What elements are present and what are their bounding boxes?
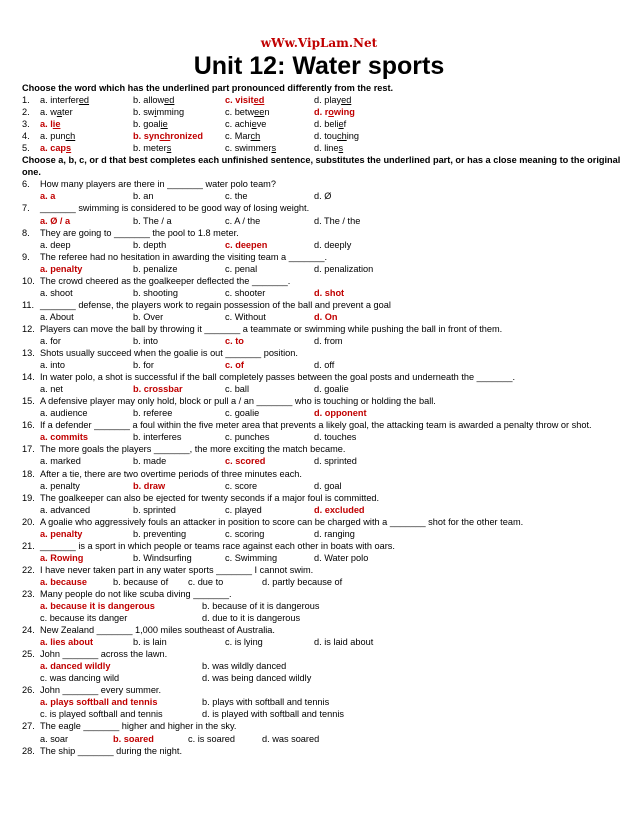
question [22, 275, 622, 299]
question-text: Many people do not like scuba diving _______. [40, 588, 232, 599]
option-b[interactable]: b. an [133, 191, 154, 202]
options-row [22, 696, 622, 708]
options-row [22, 733, 622, 745]
option-a[interactable] [40, 142, 71, 154]
options-row [22, 455, 622, 467]
option-d[interactable]: d. off [314, 360, 335, 371]
option-c[interactable]: c. shooter [225, 287, 266, 298]
option-text: d. play [314, 95, 342, 106]
underlined-part: s [66, 143, 72, 154]
option-b[interactable]: b. Over [133, 311, 164, 322]
question-stem [22, 648, 622, 660]
underlined-part: ed [341, 95, 352, 106]
question [22, 516, 622, 540]
option-b[interactable]: b. for [133, 360, 154, 371]
question-number: 17. [22, 444, 35, 455]
option-b[interactable]: b. draw [133, 480, 166, 491]
option-c[interactable]: c. scored [225, 456, 266, 467]
option-c[interactable]: c. is lying [225, 637, 263, 648]
option-a[interactable]: a. a [40, 191, 56, 202]
question [22, 624, 622, 648]
option-b[interactable]: b. plays with softball and tennis [202, 697, 330, 708]
question-stem [22, 178, 622, 190]
question [22, 720, 622, 744]
option-b[interactable]: b. crossbar [133, 384, 183, 395]
question-number: 5. [22, 143, 30, 154]
option-d[interactable]: d. Water polo [314, 552, 369, 563]
option-text: a. pun [40, 131, 66, 142]
question [22, 443, 622, 467]
option-text: n [264, 107, 270, 118]
underlined-part: ie [52, 119, 61, 130]
question-number: 1. [22, 95, 30, 106]
options-row [22, 576, 622, 588]
option-text: wing [333, 107, 355, 118]
underlined-part: ie [160, 119, 168, 130]
option-a[interactable]: a. into [40, 360, 66, 371]
option-b[interactable]: b. was wildly danced [202, 661, 287, 672]
question-stem [22, 540, 622, 552]
option-b[interactable] [133, 106, 184, 118]
question-number: 18. [22, 468, 35, 479]
option-d[interactable]: d. On [314, 311, 338, 322]
question-number: 19. [22, 492, 35, 503]
option-text: ter [61, 107, 73, 118]
option-c[interactable]: c. scoring [225, 528, 265, 539]
option-a[interactable]: a. advanced [40, 504, 91, 515]
options-row [22, 504, 622, 516]
question [22, 684, 622, 720]
option-b[interactable]: b. preventing [133, 528, 187, 539]
option-a[interactable]: a. lies about [40, 637, 94, 648]
underlined-part: ch [159, 131, 171, 142]
option-d[interactable]: d. Ø [314, 191, 332, 202]
question [22, 323, 622, 347]
question-stem [22, 588, 622, 600]
question-text: The crowd cheered as the goalkeeper deflected the _______. [40, 275, 291, 286]
question-text: A goalie who aggressively fouls an attacker in position to score can be charged with a _______ shot for the other team. [40, 516, 524, 527]
option-d[interactable]: d. sprinted [314, 456, 357, 467]
question [22, 648, 622, 684]
option-c[interactable]: c. played [225, 504, 262, 515]
option-b[interactable] [133, 142, 171, 154]
option-text: d. beli [314, 119, 339, 130]
option-c[interactable]: c. Without [225, 311, 266, 322]
option-a[interactable]: a. marked [40, 456, 81, 467]
question [22, 492, 622, 516]
option-text: c. swimmer [225, 143, 272, 154]
option-d[interactable]: d. ranging [314, 528, 355, 539]
option-c[interactable]: c. because its danger [40, 613, 128, 624]
underlined-part: e [251, 119, 257, 130]
options-row [22, 190, 622, 202]
option-d[interactable]: d. is played with softball and tennis [202, 709, 344, 720]
option-b[interactable]: b. shooting [133, 287, 178, 298]
option-a[interactable]: a. net [40, 384, 63, 395]
question [22, 251, 622, 275]
question-number: 3. [22, 119, 30, 130]
option-a[interactable]: a. penalty [40, 263, 83, 274]
option-text: ronized [170, 131, 203, 142]
question-text: How many players are there in _______ water polo team? [40, 179, 276, 190]
option-text: c. betw [225, 107, 255, 118]
option-c[interactable] [225, 118, 266, 130]
option-b[interactable]: b. The / a [133, 215, 172, 226]
options-row [22, 239, 622, 251]
question-stem [22, 227, 622, 239]
question-stem [22, 275, 622, 287]
option-d[interactable] [314, 130, 359, 142]
question-number: 24. [22, 625, 35, 636]
option-text: b. allow [133, 95, 165, 106]
option-d[interactable]: d. due to it is dangerous [202, 613, 301, 624]
underlined-part: ch [337, 131, 347, 142]
options-row [22, 407, 622, 419]
option-a[interactable]: a. About [40, 311, 74, 322]
pron-row [22, 130, 622, 142]
option-b[interactable]: b. because of [113, 576, 169, 587]
option-c[interactable]: c. of [225, 360, 244, 371]
question-number: 11. [22, 299, 35, 310]
question-number: 15. [22, 396, 35, 407]
option-text: d. r [314, 107, 329, 118]
option-a[interactable]: a. Ø / a [40, 215, 71, 226]
option-text: f [343, 119, 347, 130]
pron-row [22, 106, 622, 118]
question-number: 7. [22, 203, 30, 214]
option-a[interactable]: a. audience [40, 408, 88, 419]
option-b[interactable]: b. because of it is dangerous [202, 601, 320, 612]
question-stem [22, 371, 622, 383]
option-b[interactable] [133, 94, 174, 106]
option-c[interactable]: c. goalie [225, 408, 260, 419]
underlined-part: ed [78, 95, 90, 106]
underlined-part: ed [164, 95, 175, 106]
question-number: 16. [22, 420, 35, 431]
option-d[interactable]: d. opponent [314, 408, 367, 419]
underlined-part: s [338, 143, 344, 154]
option-d[interactable]: d. excluded [314, 504, 365, 515]
option-text: a. w [40, 107, 57, 118]
question-number: 28. [22, 745, 35, 756]
site-header: wWw.VipLam.Net [260, 36, 378, 50]
question-stem [22, 323, 622, 335]
question-stem [22, 720, 622, 732]
question-stem [22, 443, 622, 455]
question-number: 13. [22, 348, 35, 359]
underlined-part: e [338, 119, 344, 130]
question-number: 14. [22, 372, 35, 383]
option-b[interactable] [133, 118, 168, 130]
option-b[interactable]: b. depth [133, 239, 167, 250]
question-number: 9. [22, 251, 30, 262]
option-d[interactable] [314, 118, 346, 130]
underlined-part: ch [65, 131, 76, 142]
completion-section [22, 178, 622, 756]
option-a[interactable]: a. danced wildly [40, 661, 111, 672]
question-text: In water polo, a shot is successful if the ball completely passes between the goal posts and underneath the _______. [40, 372, 515, 383]
option-b[interactable]: b. referee [133, 408, 173, 419]
option-a[interactable]: a. because [40, 576, 87, 587]
question-text: The ship _______ during the night. [40, 745, 183, 756]
question-stem [22, 468, 622, 480]
options-row [22, 287, 622, 299]
option-text: a. interfer [40, 95, 79, 106]
question [22, 745, 622, 757]
option-d[interactable]: d. is laid about [314, 637, 374, 648]
question-number: 8. [22, 227, 30, 238]
question-text: The eagle _______ higher and higher in the sky. [40, 721, 237, 732]
option-c[interactable]: c. Swimming [225, 552, 278, 563]
underlined-part: ed [253, 95, 265, 106]
question-text: John _______ across the lawn. [40, 649, 168, 660]
option-a[interactable] [40, 106, 73, 118]
instruction-pronunciation: Choose the word which has the underlined part pronounced differently from the rest. [22, 83, 394, 93]
option-c[interactable]: c. is played softball and tennis [40, 709, 163, 720]
option-b[interactable]: b. penalize [133, 263, 178, 274]
options-row [22, 600, 622, 612]
option-d[interactable]: d. partly because of [262, 576, 343, 587]
options-row [22, 383, 622, 395]
question-number: 12. [22, 323, 35, 334]
question [22, 178, 622, 202]
question [22, 564, 622, 588]
option-text: d. line [314, 143, 339, 154]
option-d[interactable]: d. was soared [262, 733, 320, 744]
option-d[interactable]: d. shot [314, 287, 345, 298]
option-d[interactable]: d. deeply [314, 239, 352, 250]
question-text: They are going to _______ the pool to 1.8 meter. [40, 227, 239, 238]
option-c[interactable]: c. A / the [225, 215, 261, 226]
options-row [22, 636, 622, 648]
option-d[interactable]: d. touches [314, 432, 357, 443]
question-text: _______ defense, the players work to regain possession of the ball and prevent a goal [40, 299, 391, 310]
question-text: Shots usually succeed when the goalie is out _______ position. [40, 348, 298, 359]
option-c[interactable]: c. ball [225, 384, 250, 395]
pron-row [22, 142, 622, 154]
option-a[interactable]: a. commits [40, 432, 88, 443]
options-row [22, 708, 622, 720]
options-row [22, 552, 622, 564]
option-text: a. cap [40, 143, 67, 154]
options-row [22, 215, 622, 227]
pron-row [22, 118, 622, 130]
question [22, 371, 622, 395]
page-title: Unit 12: Water sports [193, 52, 445, 80]
option-text: a. l [40, 119, 53, 130]
question-text: The goalkeeper can also be ejected for twenty seconds if a major foul is committed. [40, 492, 380, 503]
question-text: A defensive player may only hold, block or pull a / an _______ who is touching or holding the ball. [40, 396, 436, 407]
option-text: ing [346, 131, 359, 142]
question [22, 347, 622, 371]
option-a[interactable]: a. Rowing [40, 552, 84, 563]
pronunciation-section [22, 94, 622, 154]
question-number: 25. [22, 649, 35, 660]
option-c[interactable] [225, 142, 276, 154]
option-text: b. meter [133, 143, 167, 154]
option-text: b. sw [133, 107, 155, 118]
question [22, 202, 622, 226]
option-a[interactable]: a. deep [40, 239, 71, 250]
question-stem [22, 492, 622, 504]
question-stem [22, 347, 622, 359]
option-a[interactable]: a. penalty [40, 528, 83, 539]
question-text: If a defender _______ a foul within the five meter area that prevents a likely goal, the attacking team is awarded a penalty throw or shot. [40, 420, 592, 431]
underlined-part: i [154, 107, 157, 118]
question-text: The referee had no hesitation in awarding the visiting team a _______. [40, 251, 328, 262]
option-b[interactable]: b. sprinted [133, 504, 176, 515]
question-text: _______ swimming is considered to be good way of losing weight. [40, 203, 310, 214]
option-text: c. Mar [225, 131, 251, 142]
question-stem [22, 745, 622, 757]
question-text: _______ is a sport in which people or teams race against each other in boats with oars. [40, 540, 395, 551]
question [22, 588, 622, 624]
option-d[interactable] [314, 106, 355, 118]
question-number: 22. [22, 564, 35, 575]
question-text: I have never taken part in any water sports _______ I cannot swim. [40, 564, 314, 575]
option-c[interactable]: c. deepen [225, 239, 268, 250]
option-c[interactable]: c. the [225, 191, 248, 202]
question [22, 540, 622, 564]
option-c[interactable]: c. is soared [188, 733, 235, 744]
question-text: The more goals the players _______, the more exciting the match became. [40, 444, 346, 455]
option-b[interactable]: b. Windsurfing [133, 552, 192, 563]
option-c[interactable]: c. to [225, 335, 244, 346]
pron-row [22, 94, 622, 106]
option-c[interactable]: c. score [225, 480, 258, 491]
question [22, 395, 622, 419]
option-text: ve [256, 119, 267, 130]
options-row [22, 672, 622, 684]
option-c[interactable]: c. due to [188, 576, 224, 587]
underlined-part: a [56, 107, 62, 118]
option-d[interactable]: d. goalie [314, 384, 349, 395]
options-row [22, 528, 622, 540]
question-stem [22, 564, 622, 576]
options-row [22, 480, 622, 492]
option-text: c. achi [225, 119, 252, 130]
question-stem [22, 684, 622, 696]
question-number: 21. [22, 540, 35, 551]
option-a[interactable] [40, 118, 60, 130]
question-number: 2. [22, 107, 30, 118]
option-b[interactable]: b. into [133, 335, 159, 346]
options-row [22, 431, 622, 443]
question-text: Players can move the ball by throwing it _______ a teammate or swimming while pushing the ball in front of them. [40, 323, 503, 334]
question-number: 4. [22, 131, 30, 142]
option-text: b. goal [133, 119, 161, 130]
underlined-part: ee [254, 107, 265, 118]
question-stem [22, 395, 622, 407]
option-text: d. tou [314, 131, 337, 142]
options-row [22, 335, 622, 347]
option-text: b. syn [133, 131, 160, 142]
option-c[interactable]: c. punches [225, 432, 270, 443]
underlined-part: s [271, 143, 277, 154]
question-number: 10. [22, 275, 35, 286]
question-stem [22, 251, 622, 263]
question [22, 419, 622, 443]
question [22, 468, 622, 492]
question-number: 27. [22, 721, 35, 732]
question [22, 299, 622, 323]
question-number: 20. [22, 516, 35, 527]
question-number: 26. [22, 685, 35, 696]
option-a[interactable] [40, 130, 75, 142]
option-d[interactable]: d. The / the [314, 215, 361, 226]
option-d[interactable]: d. penalization [314, 263, 374, 274]
option-c[interactable] [225, 130, 260, 142]
question-stem [22, 299, 622, 311]
option-a[interactable]: a. because it is dangerous [40, 601, 155, 612]
underlined-part: s [166, 143, 172, 154]
option-a[interactable] [40, 94, 89, 106]
option-d[interactable] [314, 94, 351, 106]
question-number: 6. [22, 179, 30, 190]
option-b[interactable]: b. interferes [133, 432, 182, 443]
question-stem [22, 516, 622, 528]
question-text: John _______ every summer. [40, 685, 162, 696]
question-number: 23. [22, 588, 35, 599]
option-text: mming [156, 107, 185, 118]
option-d[interactable] [314, 142, 343, 154]
option-b[interactable] [133, 130, 203, 142]
option-b[interactable]: b. soared [113, 733, 154, 744]
option-a[interactable]: a. for [40, 335, 61, 346]
option-c[interactable] [225, 94, 264, 106]
option-a[interactable]: a. shoot [40, 287, 73, 298]
option-text: c. visit [225, 95, 254, 106]
option-b[interactable]: b. is lain [133, 637, 167, 648]
options-row [22, 660, 622, 672]
option-c[interactable]: c. was dancing wild [40, 673, 120, 684]
question [22, 227, 622, 251]
question-text: New Zealand _______ 1,000 miles southeast of Australia. [40, 625, 275, 636]
options-row [22, 311, 622, 323]
option-c[interactable] [225, 106, 269, 118]
worksheet-content [22, 82, 622, 757]
question-stem [22, 202, 622, 214]
underlined-part: o [328, 107, 334, 118]
option-c[interactable]: c. penal [225, 263, 258, 274]
option-a[interactable]: a. plays softball and tennis [40, 697, 158, 708]
option-a[interactable]: a. penalty [40, 480, 80, 491]
instruction-completion: Choose a, b, c, or d that best completes each unfinished sentence, substitutes the underlined part, or has a close meaning to the original one. [22, 155, 621, 178]
options-row [22, 612, 622, 624]
options-row [22, 359, 622, 371]
option-b[interactable]: b. made [133, 456, 167, 467]
question-stem [22, 419, 622, 431]
underlined-part: ch [250, 131, 261, 142]
option-a[interactable]: a. soar [40, 733, 69, 744]
options-row [22, 263, 622, 275]
option-d[interactable]: d. from [314, 335, 343, 346]
question-stem [22, 624, 622, 636]
option-d[interactable]: d. was being danced wildly [202, 673, 312, 684]
option-d[interactable]: d. goal [314, 480, 342, 491]
question-text: After a tie, there are two overtime periods of three minutes each. [40, 468, 302, 479]
